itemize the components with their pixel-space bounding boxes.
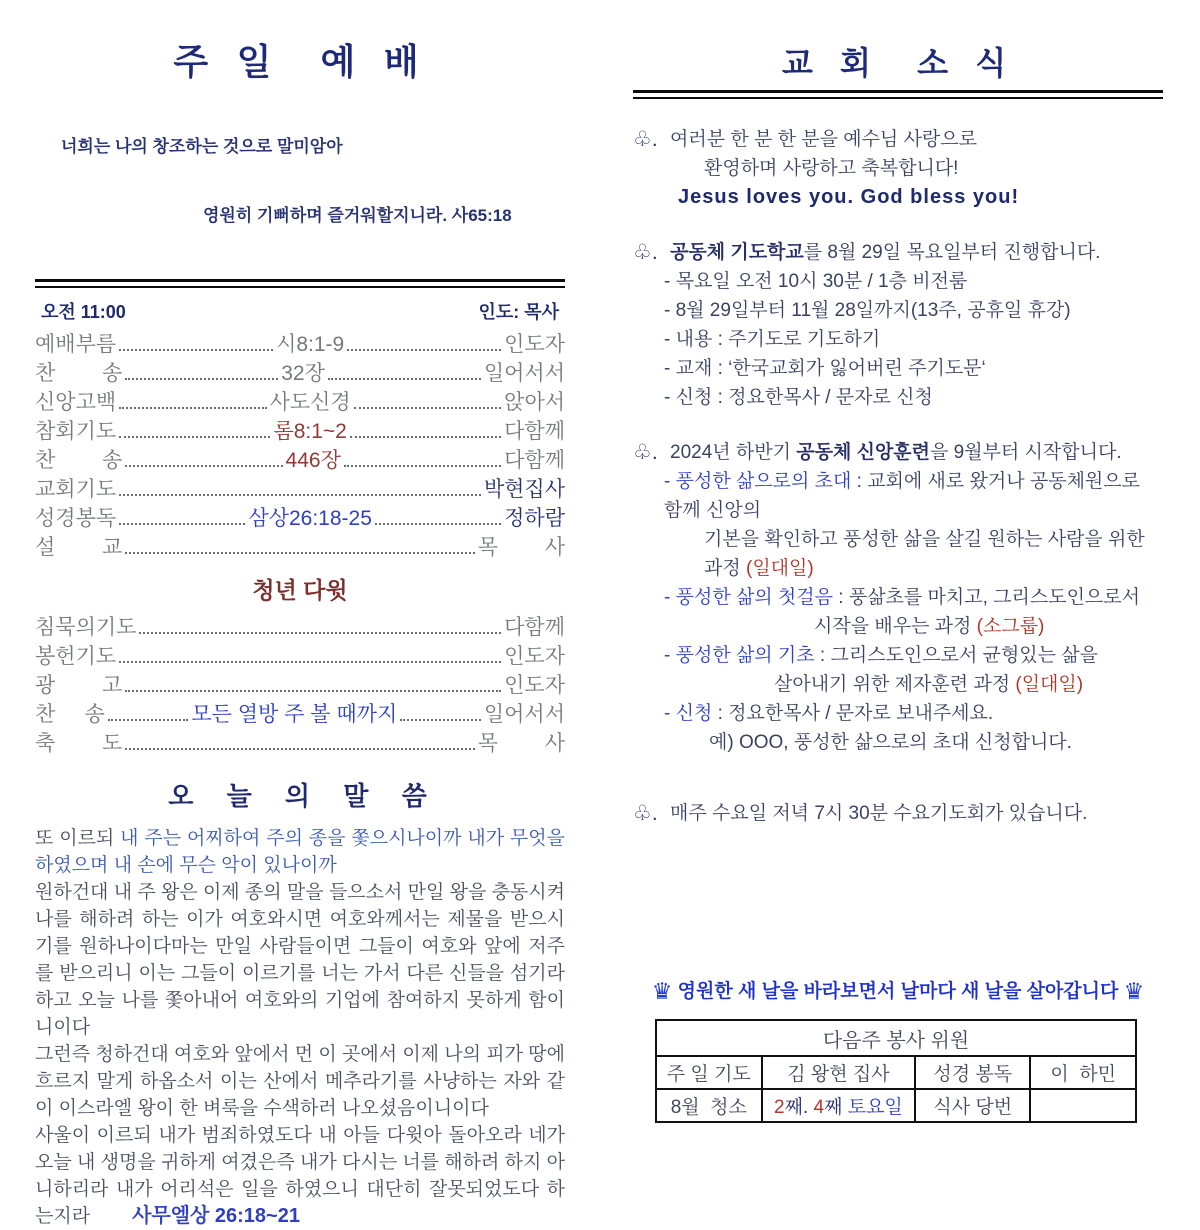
header-verse-line1: 너희는 나의 창조하는 것으로 말미암아 (61, 137, 343, 156)
news-title: 교 회 소 식 (781, 44, 1015, 82)
worship-person: 다함께 (504, 449, 565, 472)
scripture-paragraph-4 (35, 1122, 565, 1230)
worship-person: 목 사 (477, 536, 565, 559)
cleaning-suffix: 째. (784, 1097, 814, 1118)
detail-line (664, 354, 1163, 383)
duty-person-scripture-reading: 이 하민 (1030, 1056, 1136, 1089)
dotted-leader (125, 748, 475, 750)
worship-label: 신앙고백 (35, 391, 117, 414)
prayer-school-content (664, 238, 1163, 412)
dash: - (664, 329, 676, 350)
dotted-leader (400, 719, 481, 721)
dotted-leader (328, 378, 481, 380)
dotted-leader (354, 407, 501, 409)
worship-label: 찬 송 (35, 362, 123, 385)
worship-person: 앉아서 (504, 391, 566, 414)
prayer-school-head (670, 238, 1163, 267)
dotted-leader (125, 552, 475, 554)
dash: - (664, 300, 676, 321)
worship-label: 예배부름 (35, 333, 117, 356)
detail-line (664, 325, 1163, 354)
worship-label: 참회기도 (35, 420, 117, 443)
detail-line (664, 383, 1163, 412)
worship-person: 인도자 (504, 674, 565, 697)
worship-person: 인도자 (504, 333, 566, 356)
worship-row-sermon (35, 533, 565, 562)
worship-detail: 모든 열방 주 볼 때까지 (191, 703, 398, 726)
worship-detail: 32장 (281, 362, 325, 385)
worship-person: 다함께 (504, 616, 565, 639)
table-row (656, 1089, 1136, 1122)
worship-detail: 롬8:1~2 (273, 420, 347, 443)
scripture-paragraph-2: 원하건대 내 주 왕은 이제 종의 말을 들으소서 만일 왕을 충동시켜 나를 해하려 하는 이가 여호와시면 여호와께서는 제물을 받으시기를 원하나이다마는 만일 사람들이면 그들이 여호와 앞에 저주를 받으리니 이는 그들이 이르기를 너는 가서 다른 신들을 섬기라 하고 오늘 나를 쫓아내어 여호와의 기업에 참여하지 못하게 함이니이다 (35, 882, 565, 1038)
duty-value-cleaning-days (762, 1089, 916, 1122)
course-desc: 살아내기 위한 제자훈련 과정 (774, 674, 1016, 695)
worship-detail: 446장 (285, 449, 341, 472)
worship-row-offering-prayer (35, 642, 565, 671)
course-desc: : 그리스도인으로서 균형있는 삶을 (814, 645, 1099, 666)
worship-row-church-prayer (35, 475, 565, 504)
cleaning-saturday: 토요일 (847, 1097, 903, 1118)
detail-line (664, 296, 1163, 325)
course-name: 풍성한 삶의 첫걸음 (675, 587, 833, 608)
duty-label-meal-duty: 식사 당번 (915, 1089, 1030, 1122)
scripture-quote-blue: 내 주는 어찌하여 주의 종을 쫓으시나이까 내가 무엇을 하였으며 내 손에 무슨 악이 있나이까 (35, 828, 565, 876)
dotted-leader (375, 523, 501, 525)
club-bullet-icon: ♧. (633, 128, 658, 151)
welcome-line-english: Jesus loves you. God bless you! (678, 186, 1020, 208)
table-title-row (656, 1020, 1136, 1056)
faith-training-name: 공동체 신앙훈련 (796, 442, 931, 463)
worship-row-hymn2 (35, 446, 565, 475)
cleaning-week-4: 4 (813, 1097, 825, 1118)
table-title: 다음주 봉사 위원 (656, 1020, 1136, 1056)
worship-label: 광 고 (35, 674, 123, 697)
scripture-paragraph-3: 그런즉 청하건대 여호와 앞에서 먼 이 곳에서 이제 나의 피가 땅에 흐르지 말게 하옵소서 이는 산에서 메추라기를 사냥하는 자와 같이 이스라엘 왕이 한 벼룩을 수색하러 나오셨음이니이다 (35, 1044, 565, 1119)
worship-row-creed (35, 388, 565, 417)
course-line-continuation (774, 670, 1163, 699)
worship-order-column (35, 28, 565, 1230)
church-news-column (633, 28, 1163, 1123)
news-item-prayer-school (633, 238, 1163, 412)
detail-text: 신청 : 정요한목사 / 문자로 신청 (675, 387, 933, 408)
detail-line (664, 267, 1163, 296)
dash: - (664, 358, 676, 379)
duty-label-august-cleaning: 8월 청소 (656, 1089, 762, 1122)
dotted-leader (125, 378, 278, 380)
course-desc: : 풍삶초를 마치고, 그리스도인으로서 (833, 587, 1140, 608)
duty-person-sunday-prayer: 김 왕현 집사 (762, 1056, 916, 1089)
worship-detail: 시8:1-9 (276, 333, 345, 356)
worship-person: 다함께 (504, 420, 565, 443)
apply-desc: : 정요한목사 / 문자로 보내주세요. (712, 703, 994, 724)
head-rest: 을 9월부터 시작합니다. (930, 442, 1122, 463)
course-line-apply (664, 699, 1163, 728)
dotted-leader (119, 349, 273, 351)
worship-person: 정하람 (504, 507, 565, 530)
club-bullet-icon: ♧. (633, 441, 658, 464)
prayer-school-name: 공동체 기도학교 (670, 242, 804, 263)
course-line-example (709, 728, 1163, 757)
duty-person-meal-duty (1030, 1089, 1136, 1122)
course-line-basics (664, 641, 1163, 670)
crown-icon: ♛ (651, 978, 673, 1004)
welcome-line1: 여러분 한 분 한 분을 예수님 사랑으로 (670, 129, 977, 150)
worship-label: 설 교 (35, 536, 123, 559)
worship-label: 성경봉독 (35, 507, 117, 530)
scripture-text: 사울이 이르되 내가 범죄하였도다 내 아들 다윗아 돌아오라 네가 오늘 내 생명을 귀하게 여겼은즉 내가 다시는 너를 해하려 하지 아니하리라 내가 어리석은 일을 하였으니 대단히 잘못되었도다 하는지라 (35, 1125, 565, 1227)
dotted-leader (119, 523, 245, 525)
worship-row-call (35, 330, 565, 359)
dotted-leader (139, 632, 501, 634)
course-desc: 시작을 배우는 과정 (814, 616, 977, 637)
club-bullet-icon: ♧. (633, 802, 658, 825)
apply-label: 신청 (675, 703, 713, 724)
worship-order-list (35, 330, 565, 562)
course-line-invitation (664, 467, 1163, 525)
worship-person: 목 사 (477, 732, 565, 755)
cleaning-week-2: 2 (774, 1097, 785, 1118)
dash: - (664, 703, 676, 724)
cleaning-suffix: 째 (824, 1097, 848, 1118)
worship-label: 찬 송 (35, 703, 105, 726)
header-verse (35, 89, 565, 273)
dotted-leader (344, 465, 501, 467)
sermon-title: 청년 다윗 (252, 577, 348, 603)
dash: - (664, 587, 676, 608)
worship-person: 일어서서 (483, 362, 565, 385)
dotted-leader (119, 661, 501, 663)
news-item-wednesday-prayer (633, 799, 1163, 828)
worship-detail: 사도신경 (269, 391, 351, 414)
faith-training-content (664, 438, 1163, 757)
dash: - (664, 271, 676, 292)
welcome-content (670, 125, 1163, 212)
welcome-line2: 환영하며 사랑하고 축복합니다! (704, 158, 959, 179)
worship-row-silent-prayer (35, 613, 565, 642)
service-time: 오전 11:00 (41, 302, 126, 322)
faith-training-details (664, 467, 1163, 757)
wednesday-prayer-text: 매주 수요일 저녁 7시 30분 수요기도회가 있습니다. (670, 803, 1088, 824)
dash: - (664, 471, 676, 492)
dash: - (664, 645, 676, 666)
worship-row-repentance (35, 417, 565, 446)
todays-word-heading: 오 늘 의 말 씀 (168, 781, 432, 811)
church-slogan (633, 976, 1163, 1005)
worship-label: 찬 송 (35, 449, 123, 472)
course-name: 풍성한 삶의 기초 (675, 645, 815, 666)
scripture-reference: 사무엘상 26:18~21 (132, 1205, 300, 1227)
worship-row-announcements (35, 671, 565, 700)
worship-label: 교회기도 (35, 478, 117, 501)
double-rule (633, 90, 1163, 99)
detail-text: 내용 : 주기도로 기도하기 (675, 329, 881, 350)
dotted-leader (350, 436, 501, 438)
worship-person: 박현집사 (483, 478, 565, 501)
dotted-leader (125, 690, 501, 692)
dotted-leader (108, 719, 189, 721)
prayer-school-details (664, 267, 1163, 412)
dash: - (664, 387, 676, 408)
apply-example: 예) OOO, 풍성한 삶으로의 초대 신청합니다. (709, 732, 1072, 753)
service-leader: 인도: 목사 (478, 302, 559, 322)
worship-detail: 삼상26:18-25 (248, 507, 372, 530)
course-format: (소그룹) (976, 616, 1045, 637)
worship-row-hymn1 (35, 359, 565, 388)
dotted-leader (119, 436, 270, 438)
course-line-continuation (704, 525, 1163, 583)
detail-text: 목요일 오전 10시 30분 / 1층 비전룸 (675, 271, 968, 292)
course-desc: : 교회에 새로 왔거나 공동체원으로 함께 신앙의 (664, 471, 1146, 521)
service-time-row (41, 298, 559, 324)
scripture-intro: 또 이르되 (35, 828, 121, 849)
scripture-paragraph-1 (35, 825, 565, 879)
course-format: (일대일) (746, 558, 814, 579)
detail-text: 교재 : ‘한국교회가 잃어버린 주기도문‘ (675, 358, 986, 379)
header-verse-line2: 영원히 기뻐하며 즐거워할지니라. 사65:18 (203, 206, 512, 225)
slogan-text: 영원한 새 날을 바라보면서 날마다 새 날을 살아갑니다 (672, 981, 1124, 1002)
dotted-leader (119, 494, 481, 496)
table-row (656, 1056, 1136, 1089)
worship-label: 축 도 (35, 732, 123, 755)
course-name: 풍성한 삶으로의 초대 (675, 471, 852, 492)
crown-icon: ♛ (1123, 978, 1145, 1004)
next-week-duty-table (655, 1019, 1137, 1123)
club-bullet-icon: ♧. (633, 241, 658, 264)
worship-label: 침묵의기도 (35, 616, 137, 639)
duty-label-sunday-prayer: 주 일 기도 (656, 1056, 762, 1089)
worship-row-hymn3 (35, 700, 565, 729)
faith-training-head (670, 438, 1163, 467)
dotted-leader (125, 465, 282, 467)
course-format: (일대일) (1015, 674, 1084, 695)
detail-text: 8월 29일부터 11월 28일까지(13주, 공휴일 휴강) (675, 300, 1071, 321)
dotted-leader (119, 407, 266, 409)
worship-row-scripture (35, 504, 565, 533)
head-pre: 2024년 하반기 (670, 442, 797, 463)
worship-row-benediction (35, 729, 565, 758)
duty-label-scripture-reading: 성경 봉독 (915, 1056, 1030, 1089)
news-item-welcome (633, 125, 1163, 212)
news-item-faith-training (633, 438, 1163, 757)
dotted-leader (347, 349, 501, 351)
worship-title: 주 일 예 배 (173, 41, 427, 83)
worship-person: 일어서서 (483, 703, 566, 726)
worship-order-list-2 (35, 613, 565, 758)
course-line-firststep (664, 583, 1163, 612)
double-rule (35, 279, 565, 288)
course-desc: 기본을 확인하고 풍성한 삶을 살길 원하는 사람을 위한 과정 (704, 529, 1151, 579)
prayer-school-head-rest: 를 8월 29일 목요일부터 진행합니다. (803, 242, 1101, 263)
worship-person: 인도자 (504, 645, 565, 668)
course-line-continuation (814, 612, 1163, 641)
worship-label: 봉헌기도 (35, 645, 117, 668)
